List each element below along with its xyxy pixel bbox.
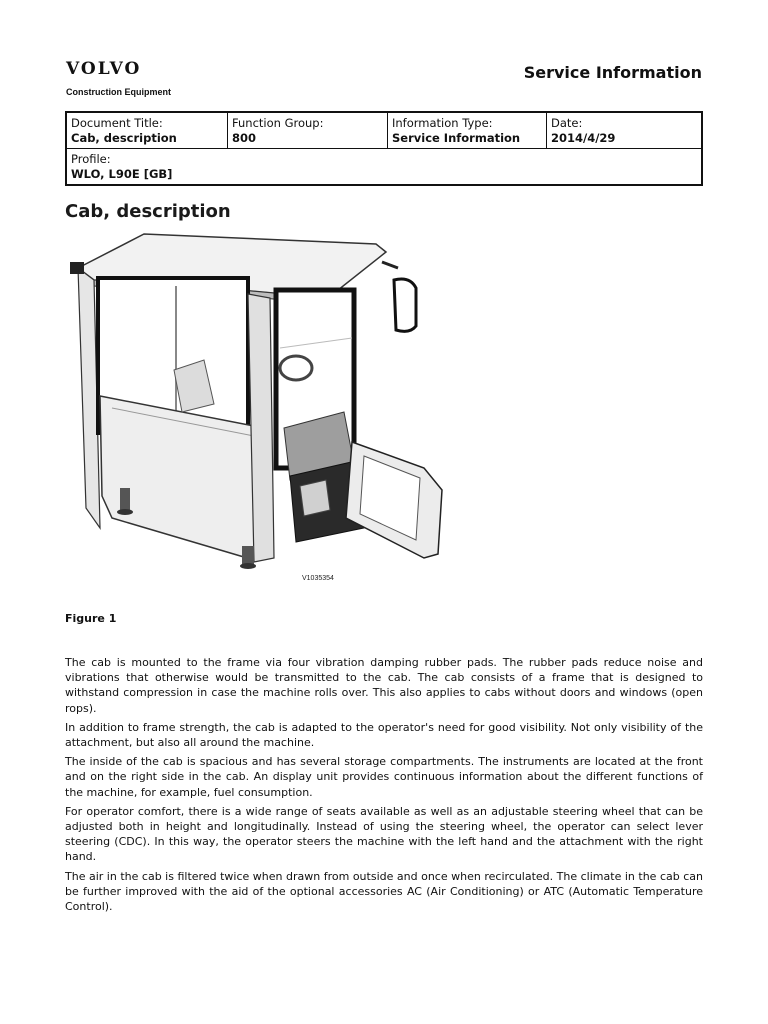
information-type-cell — [388, 112, 547, 149]
document-meta-table — [65, 111, 703, 186]
document-title-cell — [66, 112, 228, 149]
figure-caption: Figure 1 — [65, 612, 117, 625]
paragraph: The cab is mounted to the frame via four vibration damping rubber pads. The rubber pads reduce noise and vibrations that otherwise would be transmitted to the cab. The cab consists of a frame that is designed to withstand compression in case the machine rolls over. This also applies to cabs without doors and windows (open rops). — [65, 656, 703, 715]
function-group-label: Function Group: — [232, 116, 324, 130]
figure-code: V1035354 — [302, 575, 334, 582]
function-group-cell — [228, 112, 388, 149]
paragraph: The air in the cab is filtered twice when drawn from outside and once when recirculated. The climate in the cab can be further improved with the aid of the optional accessories AC (Air Conditioning) or ATC (Automatic Temperature Control). — [65, 869, 703, 914]
volvo-logo — [66, 60, 171, 97]
information-type-label: Information Type: — [392, 116, 493, 130]
profile-label: Profile: — [71, 152, 111, 166]
date-label: Date: — [551, 116, 583, 130]
information-type-value: Service Information — [392, 131, 521, 145]
brand-subtitle: Construction Equipment — [66, 87, 171, 97]
page-heading: Cab, description — [65, 201, 231, 222]
function-group-value: 800 — [232, 131, 257, 145]
body-text — [65, 655, 703, 918]
document-title-value: Cab, description — [71, 131, 177, 145]
profile-cell — [66, 149, 702, 186]
cab-illustration — [64, 228, 454, 593]
paragraph: For operator comfort, there is a wide range of seats available as well as an adjustable steering wheel that can be adjusted both in height and longitudinally. Instead of using the steering wheel, the operator can select lever steering (CDC). In this way, the operator steers the machine with the left hand and the attachment with the right hand. — [65, 804, 703, 864]
date-value: 2014/4/29 — [551, 131, 616, 145]
paragraph: The inside of the cab is spacious and has several storage compartments. The instruments are located at the front and on the right side in the cab. An display unit provides continuous information about the different functions of the machine, for example, fuel consumption. — [65, 755, 703, 799]
document-type-title: Service Information — [523, 63, 702, 82]
brand-wordmark: VOLVO — [66, 59, 142, 79]
profile-value: WLO, L90E [GB] — [71, 167, 173, 181]
document-title-label: Document Title: — [71, 116, 163, 130]
paragraph: In addition to frame strength, the cab is adapted to the operator's need for good visibility. Not only visibility of the attachment, but also all around the machine. — [65, 720, 703, 750]
date-cell — [547, 112, 703, 149]
